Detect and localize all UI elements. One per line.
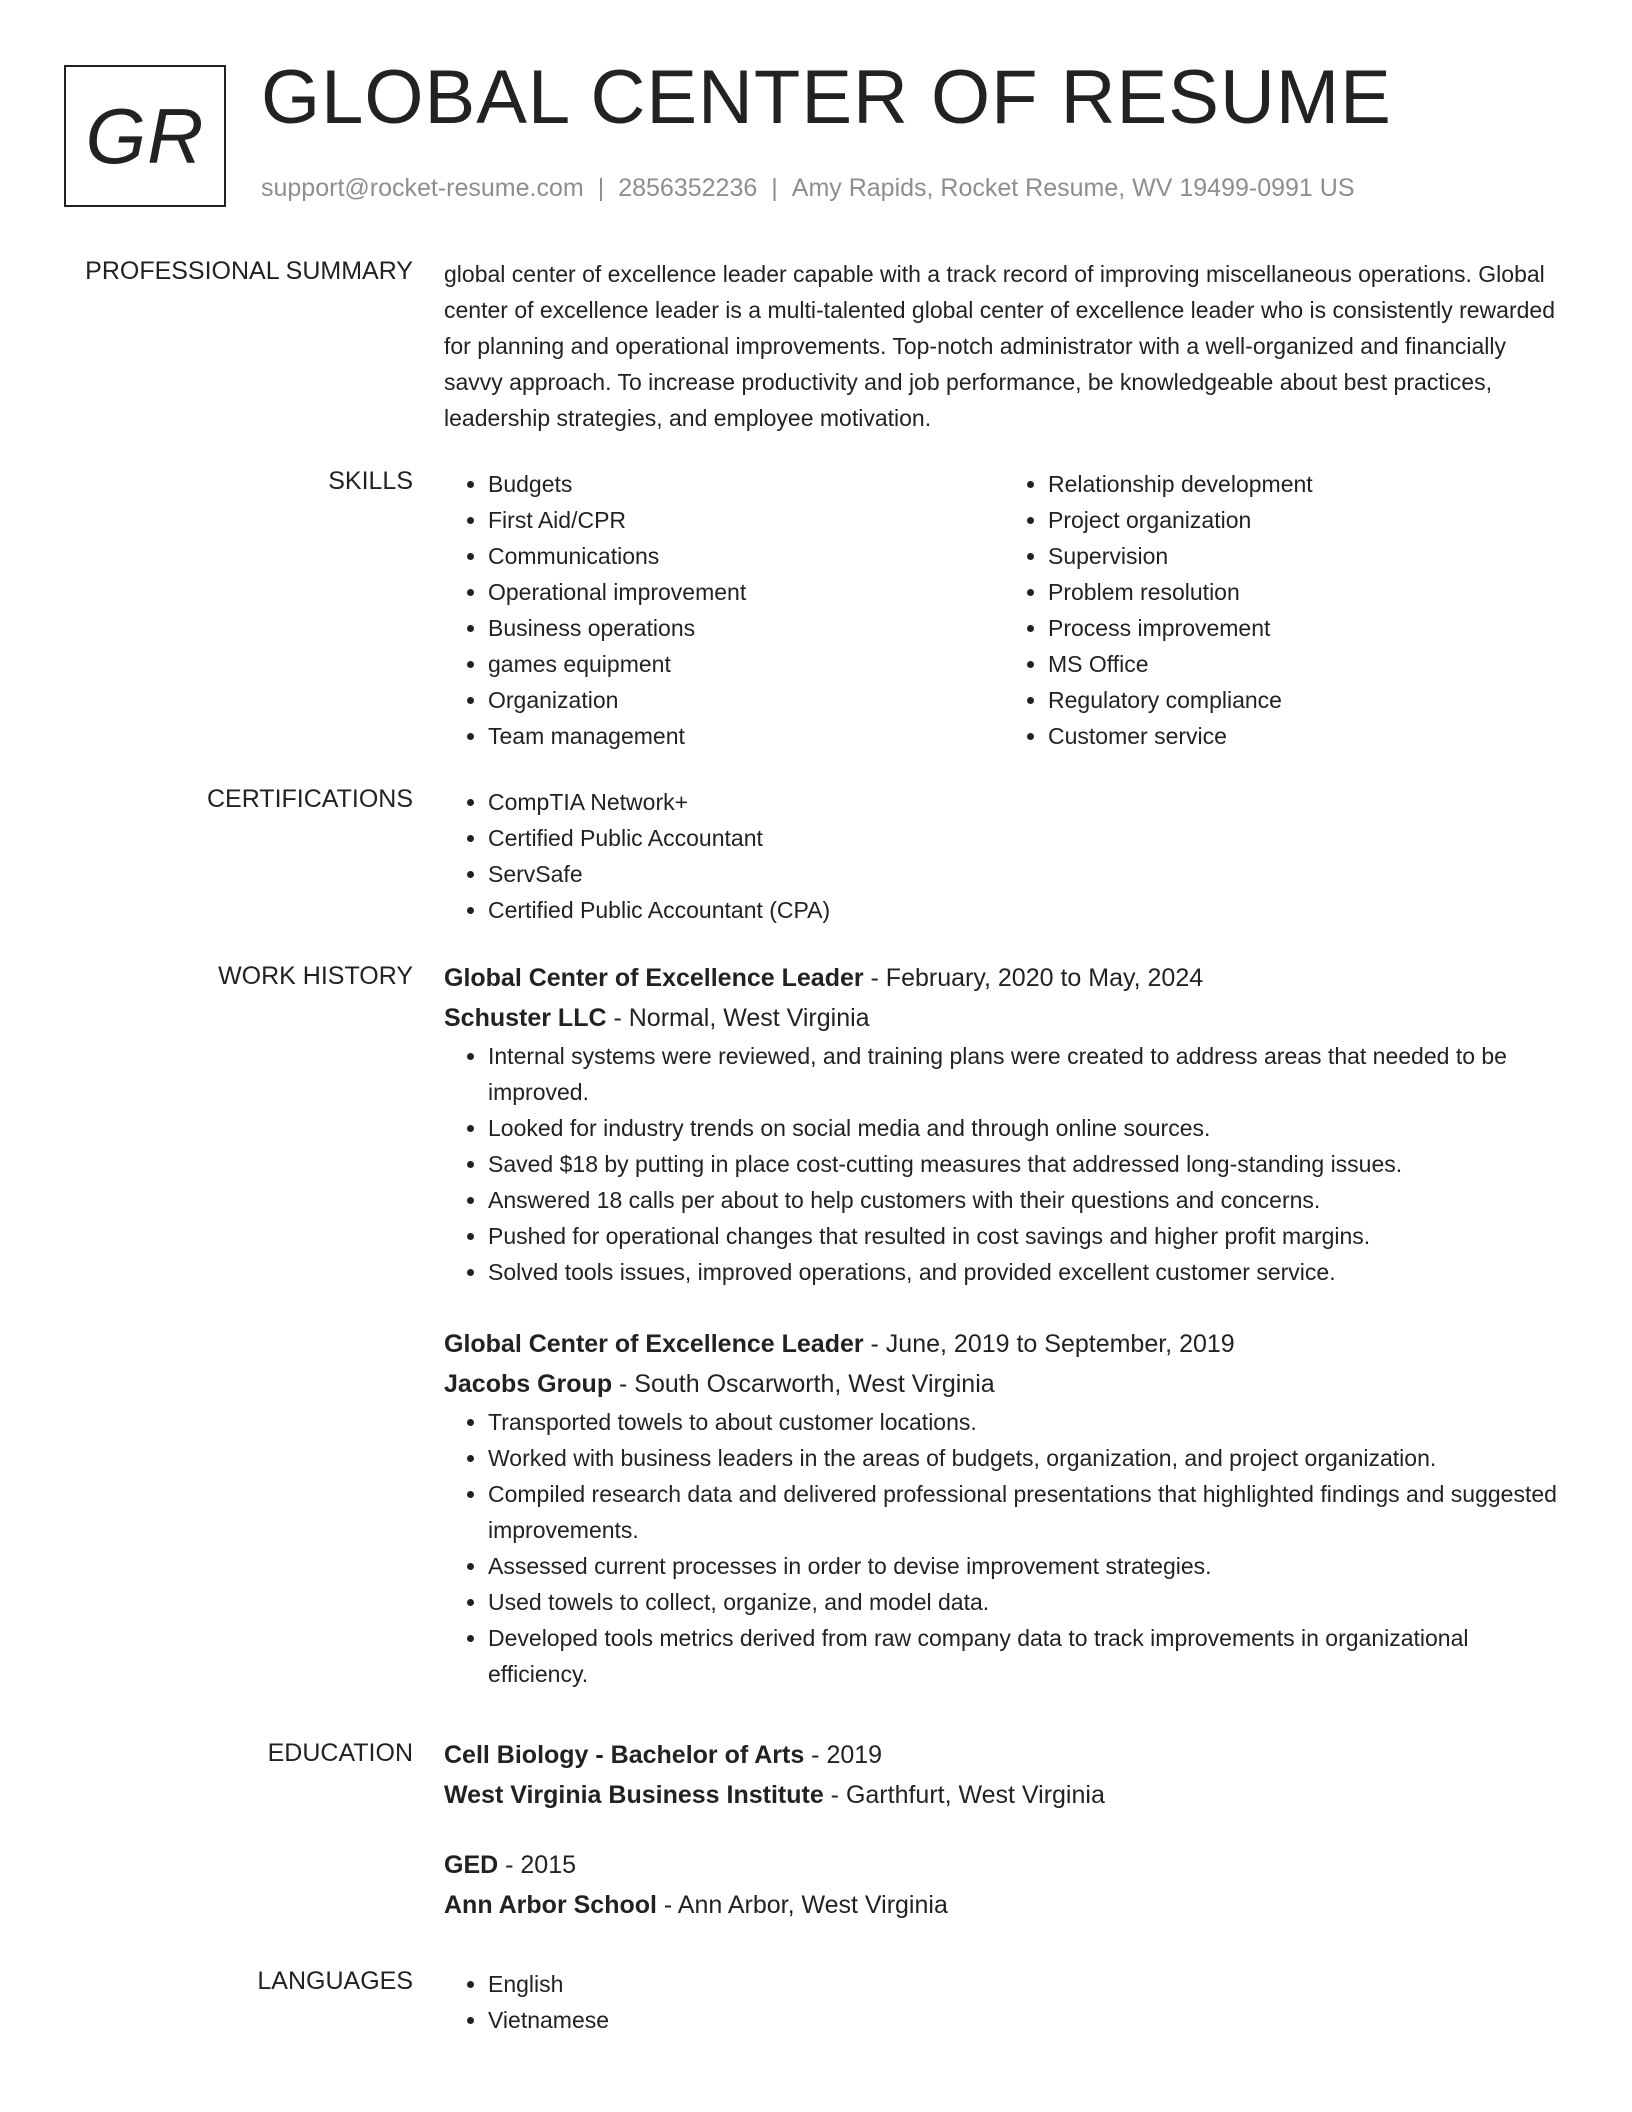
- job-entry: [444, 958, 1564, 1290]
- education-body: [444, 1735, 1564, 1955]
- skill-item: • Business operations: [488, 610, 1004, 646]
- education-entry: [444, 1845, 1564, 1925]
- certification-item: • Certified Public Accountant: [488, 820, 1564, 856]
- section-label-work: WORK HISTORY: [218, 962, 413, 990]
- job-title: Global Center of Excellence Leader: [444, 964, 864, 992]
- job-bullet: • Assessed current processes in order to devise improvement strategies.: [488, 1548, 1564, 1584]
- section-label-summary: PROFESSIONAL SUMMARY: [85, 257, 413, 285]
- certification-item: • CompTIA Network+: [488, 784, 1564, 820]
- section-label-education: EDUCATION: [267, 1739, 413, 1767]
- job-bullet: • Saved $18 by putting in place cost-cutting measures that addressed long-standing issues.: [488, 1146, 1564, 1182]
- school-line: [444, 1885, 1564, 1925]
- graduation-year: - 2019: [804, 1741, 883, 1769]
- company-location: - South Oscarworth, West Virginia: [612, 1370, 995, 1398]
- resume-name: GLOBAL CENTER OF RESUME: [261, 55, 1392, 140]
- contact-address: Amy Rapids, Rocket Resume, WV 19499-0991 US: [791, 174, 1355, 202]
- job-bullet: • Transported towels to about customer locations.: [488, 1404, 1564, 1440]
- job-bullets: [444, 1038, 1564, 1290]
- job-bullet: • Internal systems were reviewed, and training plans were created to address areas that needed to be improved.: [488, 1038, 1564, 1110]
- job-title: Global Center of Excellence Leader: [444, 1330, 864, 1358]
- skills-columns: [444, 466, 1564, 754]
- certifications-body: [444, 784, 1564, 928]
- school-name: Ann Arbor School: [444, 1891, 657, 1919]
- section-label-certifications: CERTIFICATIONS: [206, 785, 413, 813]
- degree: Cell Biology - Bachelor of Arts: [444, 1741, 805, 1769]
- contact-phone: 2856352236: [618, 174, 758, 202]
- skill-item: • MS Office: [1048, 646, 1564, 682]
- school-line: [444, 1775, 1564, 1815]
- company-location: - Normal, West Virginia: [606, 1004, 870, 1032]
- certification-item: • ServSafe: [488, 856, 1564, 892]
- work-body: [444, 958, 1564, 1726]
- degree: GED: [444, 1851, 499, 1879]
- separator: |: [771, 174, 778, 202]
- skill-item: • Team management: [488, 718, 1004, 754]
- graduation-year: - 2015: [498, 1851, 577, 1879]
- degree-line: [444, 1735, 1564, 1775]
- job-dates: - June, 2019 to September, 2019: [863, 1330, 1235, 1358]
- skills-list-right: [1004, 466, 1564, 754]
- job-bullet: • Solved tools issues, improved operations, and provided excellent customer service.: [488, 1254, 1564, 1290]
- school-location: - Garthfurt, West Virginia: [823, 1781, 1105, 1809]
- summary-text: global center of excellence leader capable with a track record of improving miscellaneous operations. Global center of excellence leader is a multi-talented global center of excellence leader who is consistently rewarded for planning and operational improvements. Top-notch administrator with a well-organized and financially savvy approach. To increase productivity and job performance, be knowledgeable about best practices, leadership strategies, and employee motivation.: [444, 261, 1555, 431]
- skill-item: • Customer service: [1048, 718, 1564, 754]
- job-bullet: • Worked with business leaders in the areas of budgets, organization, and project organization.: [488, 1440, 1564, 1476]
- job-bullet: • Developed tools metrics derived from raw company data to track improvements in organizational efficiency.: [488, 1620, 1564, 1692]
- skill-item: • games equipment: [488, 646, 1004, 682]
- certifications-list: [444, 784, 1564, 928]
- job-bullet: • Pushed for operational changes that resulted in cost savings and higher profit margins.: [488, 1218, 1564, 1254]
- skill-item: • Operational improvement: [488, 574, 1004, 610]
- job-title-line: [444, 1324, 1564, 1364]
- job-bullet: • Used towels to collect, organize, and model data.: [488, 1584, 1564, 1620]
- separator: |: [597, 174, 605, 202]
- language-item: • English: [488, 1966, 1564, 2002]
- skill-item: • Supervision: [1048, 538, 1564, 574]
- skills-list-left: [444, 466, 1004, 754]
- degree-line: [444, 1845, 1564, 1885]
- company-name: Schuster LLC: [444, 1004, 607, 1032]
- skill-item: • Relationship development: [1048, 466, 1564, 502]
- company-line: [444, 998, 1564, 1038]
- job-dates: - February, 2020 to May, 2024: [863, 964, 1204, 992]
- language-item: • Vietnamese: [488, 2002, 1564, 2038]
- skill-item: • Process improvement: [1048, 610, 1564, 646]
- skill-item: • Regulatory compliance: [1048, 682, 1564, 718]
- skill-item: • Problem resolution: [1048, 574, 1564, 610]
- skill-item: • First Aid/CPR: [488, 502, 1004, 538]
- skill-item: • Budgets: [488, 466, 1004, 502]
- monogram-badge: GR: [64, 65, 226, 207]
- job-bullet: • Compiled research data and delivered professional presentations that highlighted findings and suggested improvements.: [488, 1476, 1564, 1548]
- languages-list: [444, 1966, 1564, 2038]
- job-entry: [444, 1324, 1564, 1692]
- job-title-line: [444, 958, 1564, 998]
- skill-item: • Communications: [488, 538, 1004, 574]
- languages-body: [444, 1966, 1564, 2038]
- section-label-skills: SKILLS: [328, 467, 413, 495]
- job-bullets: [444, 1404, 1564, 1692]
- company-line: [444, 1364, 1564, 1404]
- contact-email: support@rocket-resume.com: [261, 174, 584, 202]
- skill-item: • Project organization: [1048, 502, 1564, 538]
- school-name: West Virginia Business Institute: [444, 1781, 824, 1809]
- contact-line: [261, 174, 1355, 203]
- certification-item: • Certified Public Accountant (CPA): [488, 892, 1564, 928]
- section-label-languages: LANGUAGES: [257, 1967, 413, 1995]
- skill-item: • Organization: [488, 682, 1004, 718]
- school-location: - Ann Arbor, West Virginia: [656, 1891, 948, 1919]
- job-bullet: • Answered 18 calls per about to help customers with their questions and concerns.: [488, 1182, 1564, 1218]
- summary-body: [444, 256, 1564, 436]
- job-bullet: • Looked for industry trends on social media and through online sources.: [488, 1110, 1564, 1146]
- company-name: Jacobs Group: [444, 1370, 613, 1398]
- education-entry: [444, 1735, 1564, 1815]
